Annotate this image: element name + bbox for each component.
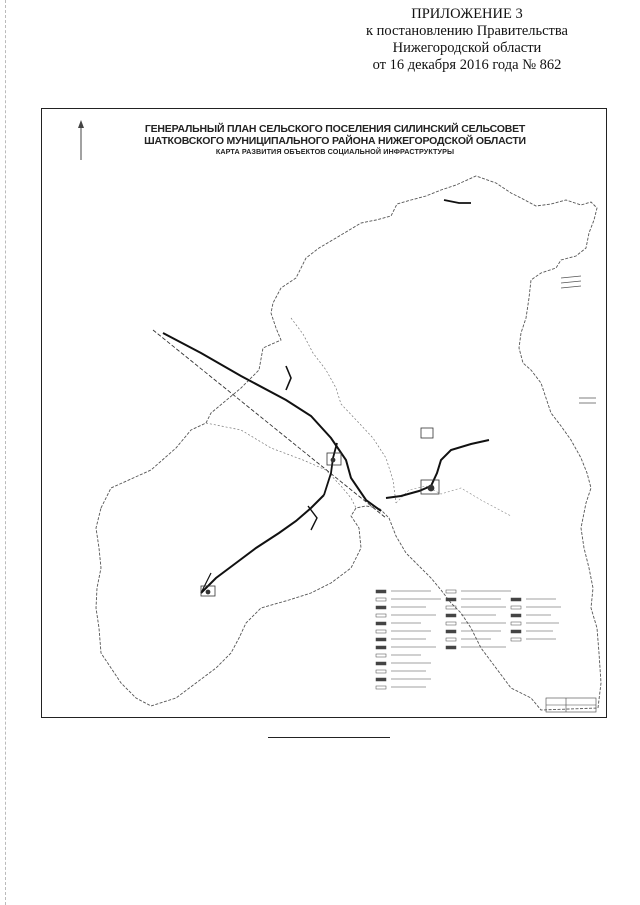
local-road: [201, 573, 211, 593]
settlement-markers: [201, 428, 439, 596]
main-road: [324, 443, 337, 495]
edge-marks: [561, 276, 596, 403]
map-title-line1: ГЕНЕРАЛЬНЫЙ ПЛАН СЕЛЬСКОГО ПОСЕЛЕНИЯ СИЛИНСКИЙ СЕЛЬСОВЕТ: [144, 123, 526, 135]
map-title-line2: ШАТКОВСКОГО МУНИЦИПАЛЬНОГО РАЙОНА НИЖЕГОРОДСКОЙ ОБЛАСТИ: [144, 135, 526, 147]
appendix-date: от 16 декабря 2016 года № 862: [372, 57, 562, 73]
page-margin-line: [5, 0, 6, 905]
north-arrow-icon: [78, 120, 84, 160]
map-subtitle: КАРТА РАЗВИТИЯ ОБЪЕКТОВ СОЦИАЛЬНОЙ ИНФРАСТРУКТУРЫ: [215, 147, 455, 156]
local-road: [444, 200, 471, 203]
main-road: [201, 495, 324, 593]
internal-boundary: [206, 423, 356, 508]
appendix-reference: к постановлению Правительства: [366, 23, 568, 39]
power-line: [153, 330, 386, 518]
territory-map: [41, 108, 607, 718]
internal-boundary: [291, 318, 396, 503]
internal-boundary: [396, 486, 511, 516]
map-legend: [376, 590, 561, 689]
main-road: [163, 333, 381, 511]
appendix-number: ПРИЛОЖЕНИЕ 3: [411, 6, 523, 22]
main-road: [386, 440, 489, 498]
territory-boundary: [96, 176, 601, 710]
bottom-separator-line: [268, 737, 390, 738]
local-road: [286, 366, 291, 390]
map-title-block: [100, 123, 570, 157]
appendix-header: [352, 6, 582, 74]
appendix-region: Нижегородской области: [392, 40, 542, 56]
